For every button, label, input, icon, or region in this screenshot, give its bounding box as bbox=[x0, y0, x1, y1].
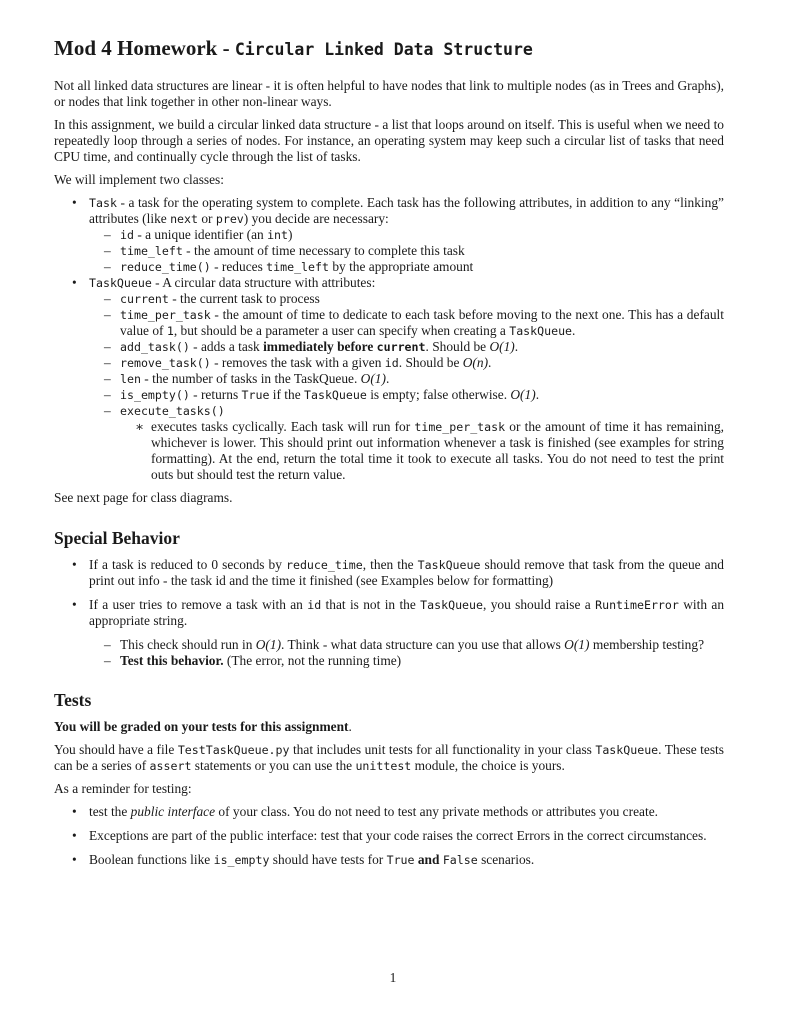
reminder-boolean bbox=[54, 852, 724, 868]
see-next-page-note: See next page for class diagrams. bbox=[54, 490, 233, 505]
attr-text: - a unique identifier (an bbox=[133, 227, 268, 242]
attr-code: time_left bbox=[266, 260, 329, 274]
graded-end: . bbox=[348, 719, 352, 734]
task-class-item bbox=[54, 195, 724, 275]
attr-text: - reduces bbox=[210, 259, 267, 274]
graded-note bbox=[54, 719, 724, 735]
attr-text: executes tasks cyclically. Each task will run for bbox=[151, 419, 415, 434]
sub-text: (The error, not the running time) bbox=[223, 653, 402, 668]
reminder-exceptions: • Exceptions are part of the public interface: test that your code raises the correct Errors in the correct circumstances. bbox=[54, 828, 724, 844]
attr-text-end: ) bbox=[288, 227, 293, 242]
reminder-text-end: of your class. You do not need to test any private methods or attributes you create. bbox=[215, 804, 658, 819]
reminder-text: Boolean functions like bbox=[89, 852, 214, 867]
attr-bold: immediately before bbox=[263, 339, 377, 354]
attr-text: is empty; false otherwise. bbox=[366, 387, 511, 402]
tests-code: unittest bbox=[355, 759, 412, 773]
tq-attr-len bbox=[89, 371, 724, 387]
reminder-public-interface bbox=[54, 804, 724, 820]
bullet-text: , you should raise a bbox=[483, 597, 596, 612]
attr-code: time_per_task bbox=[414, 420, 506, 434]
attr-code: int bbox=[267, 228, 289, 242]
page-number: 1 bbox=[389, 970, 397, 985]
task-desc-2: or bbox=[198, 211, 216, 226]
title-text: Mod 4 Homework - bbox=[54, 36, 235, 60]
attr-text: , but should be a parameter a user can specify when creating a bbox=[173, 323, 510, 338]
task-class-name: Task bbox=[89, 196, 117, 210]
testing-reminders-list bbox=[54, 804, 724, 868]
taskqueue-attributes-list bbox=[89, 291, 724, 483]
page-title bbox=[54, 34, 724, 64]
attr-name: remove_task() bbox=[120, 356, 211, 370]
attr-code: 1 bbox=[166, 324, 174, 338]
execute-tasks-description bbox=[120, 419, 724, 483]
task-desc-3: ) you decide are necessary: bbox=[243, 211, 389, 226]
bullet-text: that is not in the bbox=[321, 597, 421, 612]
tests-text: You should have a file bbox=[54, 742, 178, 757]
remove-error-sublist bbox=[89, 637, 724, 669]
task-attr-reduce-time bbox=[89, 259, 724, 275]
tq-attr-is-empty bbox=[89, 387, 724, 403]
special-behavior-heading: Special Behavior bbox=[54, 528, 180, 548]
task-attr-time-left bbox=[89, 243, 724, 259]
taskqueue-class-name: TaskQueue bbox=[89, 276, 152, 290]
sub-text: This check should run in bbox=[120, 637, 256, 652]
tests-code: TaskQueue bbox=[595, 743, 659, 757]
attr-text-end: . bbox=[535, 387, 540, 402]
attr-name: is_empty() bbox=[120, 388, 190, 402]
reminder-bold: and bbox=[414, 852, 443, 867]
special-bullet-reduce bbox=[54, 557, 724, 589]
attr-text-end: by the appropriate amount bbox=[328, 259, 474, 274]
attr-text-end: or the amount of time it has remaining, whichever is lower. This should print out information whenever a task is finished (see examples for string formatting). At the end, return the total time it took to execute all tasks. You do not need to test the print outs but should test the return value. bbox=[151, 419, 724, 482]
attr-name: current bbox=[120, 292, 169, 306]
bullet-code: reduce_time bbox=[285, 558, 363, 572]
attr-text: - the number of tasks in the TaskQueue. bbox=[140, 371, 361, 386]
attr-code: TaskQueue bbox=[509, 324, 573, 338]
reminder-text-end: scenarios. bbox=[477, 852, 535, 867]
big-o: O(1) bbox=[360, 371, 386, 386]
bullet-code: TaskQueue bbox=[420, 598, 483, 612]
attr-text: - the amount of time necessary to complete this task bbox=[182, 243, 465, 258]
attr-text: - the current task to process bbox=[168, 291, 320, 306]
attr-bold-code: current bbox=[376, 340, 426, 354]
tests-paragraph bbox=[54, 742, 724, 774]
tests-heading: Tests bbox=[54, 690, 92, 710]
attr-text: - returns bbox=[189, 387, 242, 402]
sub-bold: Test this behavior. bbox=[120, 653, 224, 668]
attr-name: id bbox=[120, 228, 134, 242]
attr-text-end: . bbox=[514, 339, 519, 354]
attr-text: - the amount of time to dedicate to each task before moving to the next one. This has a default value of bbox=[120, 307, 724, 338]
tq-attr-time-per-task bbox=[89, 307, 724, 339]
tests-code: assert bbox=[149, 759, 192, 773]
title-mono: Circular Linked Data Structure bbox=[234, 40, 533, 59]
attr-name: reduce_time() bbox=[120, 260, 211, 274]
task-prev-code: prev bbox=[215, 212, 244, 226]
attr-name: time_per_task bbox=[120, 308, 211, 322]
attr-text: - removes the task with a given bbox=[210, 355, 385, 370]
reminder-code: True bbox=[386, 853, 415, 867]
attr-name: add_task() bbox=[120, 340, 190, 354]
tq-attr-current bbox=[89, 291, 724, 307]
attr-text-end: . bbox=[572, 323, 576, 338]
tq-attr-remove-task bbox=[89, 355, 724, 371]
attr-code: True bbox=[241, 388, 270, 402]
sub-text: . Think - what data structure can you use that allows bbox=[281, 637, 565, 652]
reminder-intro: As a reminder for testing: bbox=[54, 781, 192, 796]
bullet-text-end: with an appropriate string. bbox=[89, 597, 725, 628]
big-o: O(1) bbox=[564, 637, 590, 652]
attr-text: . Should be bbox=[398, 355, 463, 370]
tests-text: statements or you can use the bbox=[191, 758, 356, 773]
reminder-code: is_empty bbox=[213, 853, 270, 867]
intro-paragraph-3: We will implement two classes: bbox=[54, 172, 224, 187]
taskqueue-class-item bbox=[54, 275, 724, 483]
reminder-code: False bbox=[442, 853, 478, 867]
bullet-text: If a task is reduced to 0 seconds by bbox=[89, 557, 286, 572]
attr-name: len bbox=[120, 372, 141, 386]
task-attr-id bbox=[89, 227, 724, 243]
sub-text-end: membership testing? bbox=[589, 637, 705, 652]
attr-code: TaskQueue bbox=[304, 388, 367, 402]
attr-text-end: . bbox=[385, 371, 390, 386]
tests-text-end: module, the choice is yours. bbox=[411, 758, 565, 773]
intro-paragraph-1: Not all linked data structures are linear - it is often helpful to have nodes that link to multiple nodes (as in Trees and Graphs), or nodes that link together in other non-linear ways. bbox=[54, 78, 724, 109]
reminder-text: test the bbox=[89, 804, 131, 819]
big-o: O(n) bbox=[462, 355, 489, 370]
intro-paragraph-2: In this assignment, we build a circular linked data structure - a list that loops around on itself. This is useful when we need to repeatedly loop through a series of nodes. For instance, an operating system may keep such a circular list of tasks that need CPU time, and continually cycle through the list of tasks. bbox=[54, 117, 724, 164]
special-behavior-list bbox=[54, 557, 724, 669]
big-o: O(1) bbox=[489, 339, 515, 354]
document-page bbox=[54, 34, 724, 876]
attr-text: - adds a task bbox=[189, 339, 264, 354]
classes-list bbox=[54, 195, 724, 483]
reminder-emphasis: public interface bbox=[130, 804, 216, 819]
bullet-code: id bbox=[307, 598, 322, 612]
tests-text: . These tests can be a series of bbox=[54, 742, 724, 773]
bullet-code: TaskQueue bbox=[417, 558, 481, 572]
attr-text-end: . bbox=[488, 355, 492, 370]
tq-attr-execute-tasks bbox=[89, 403, 724, 483]
execute-tasks-details bbox=[120, 419, 724, 483]
bullet-text: If a user tries to remove a task with an bbox=[89, 597, 308, 612]
tests-text: that includes unit tests for all functionality in your class bbox=[289, 742, 596, 757]
reminder-text: should have tests for bbox=[269, 852, 387, 867]
attr-text: if the bbox=[269, 387, 305, 402]
special-bullet-remove-error bbox=[54, 597, 724, 669]
taskqueue-desc: - A circular data structure with attributes: bbox=[151, 275, 376, 290]
test-behavior-note bbox=[89, 653, 724, 669]
tests-code: TestTaskQueue.py bbox=[177, 743, 290, 757]
bullet-code: RuntimeError bbox=[595, 598, 679, 612]
attr-text: . Should be bbox=[425, 339, 490, 354]
tq-attr-add-task bbox=[89, 339, 724, 355]
attr-name: time_left bbox=[120, 244, 183, 258]
task-next-code: next bbox=[170, 212, 198, 226]
membership-check-note bbox=[89, 637, 724, 653]
attr-name: execute_tasks() bbox=[120, 404, 225, 418]
bullet-text-end: should remove that task from the queue and print out info - the task id and the time it finished (see Examples below for formatting) bbox=[89, 557, 725, 588]
bullet-text: , then the bbox=[362, 557, 418, 572]
big-o: O(1) bbox=[255, 637, 282, 652]
attr-code: id bbox=[384, 356, 399, 370]
graded-bold: You will be graded on your tests for this assignment bbox=[54, 719, 349, 734]
task-attributes-list bbox=[89, 227, 724, 275]
task-desc-1: - a task for the operating system to complete. Each task has the following attributes, in addition to any “linking” attributes (like bbox=[89, 195, 724, 226]
big-o: O(1) bbox=[510, 387, 536, 402]
